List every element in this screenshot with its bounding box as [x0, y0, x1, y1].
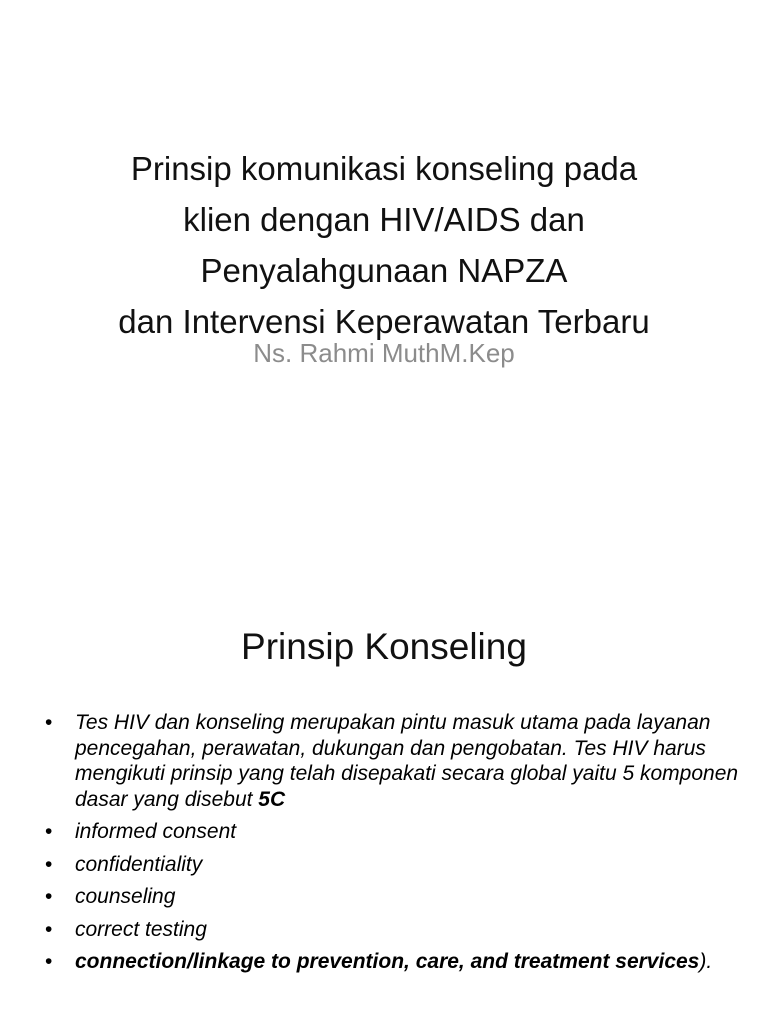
intro-text: Tes HIV dan konseling merupakan pintu masuk utama pada layanan pencegahan, perawatan, dukungan dan pengobatan. Tes HIV harus mengikuti prinsip yang telah disepakati secara global yaitu 5 komponen dasar yang disebut	[75, 711, 739, 811]
bullet-text: informed consent	[75, 820, 237, 843]
bullet-marker: •	[45, 852, 53, 876]
bullet-item-connection	[0, 949, 768, 975]
title-line-1: Prinsip komunikasi konseling pada	[130, 150, 638, 187]
bullet-marker: •	[45, 885, 53, 908]
bullet-item-informed-consent	[0, 819, 768, 845]
bullet-text-tail: ).	[699, 950, 713, 973]
bullet-text: confidentiality	[75, 852, 203, 876]
title-line-2: klien dengan HIV/AIDS dan	[183, 201, 585, 238]
bullet-item-confidentiality	[0, 852, 768, 878]
bullet-item-counseling	[0, 884, 768, 910]
bullet-item-correct-testing	[0, 917, 768, 943]
title-slide	[0, 0, 768, 510]
bullet-marker: •	[45, 950, 53, 973]
content-slide	[0, 510, 768, 1024]
bullet-item-intro	[0, 710, 768, 812]
bullet-marker: •	[45, 917, 53, 941]
title-line-4: dan Intervensi Keperawatan Terbaru	[118, 303, 650, 340]
title-line-3: Penyalahgunaan NAPZA	[200, 252, 568, 289]
bullet-text-bold: connection/linkage to prevention, care, and treatment services	[75, 950, 700, 973]
bullet-text: counseling	[75, 885, 176, 908]
intro-bold-5c: 5C	[258, 787, 286, 811]
slide-title: Prinsip Konseling	[241, 626, 527, 667]
author-subtitle: Ns. Rahmi MuthM.Kep	[253, 338, 515, 368]
presentation-title	[40, 143, 728, 347]
bullet-marker: •	[45, 711, 53, 734]
bullet-text: correct testing	[75, 917, 207, 941]
bullet-list	[0, 710, 768, 982]
bullet-marker: •	[45, 820, 53, 843]
